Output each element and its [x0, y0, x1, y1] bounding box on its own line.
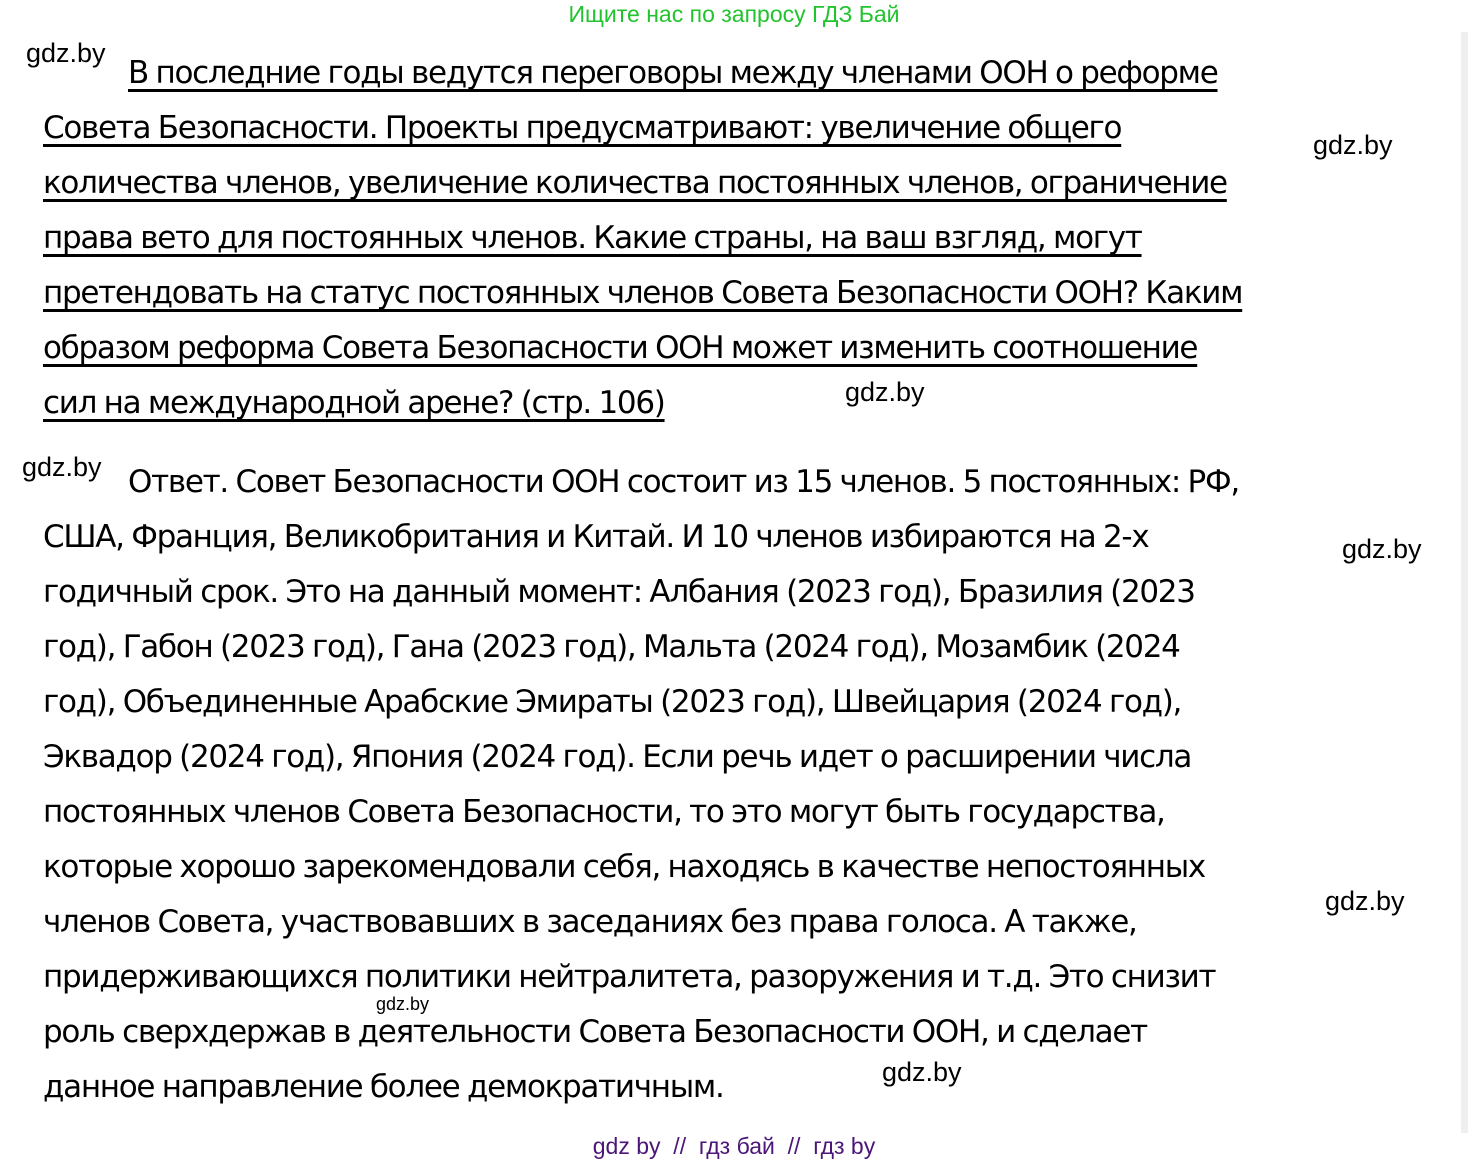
watermark: gdz.by: [22, 452, 102, 482]
answer-line: роль сверхдержав в деятельности Совета Безопасности ООН, и сделает: [43, 1014, 1147, 1050]
answer-line: год), Габон (2023 год), Гана (2023 год), Мальта (2024 год), Мозамбик (2024: [43, 629, 1180, 665]
watermark: gdz.by: [26, 38, 106, 68]
watermark: gdz.by: [376, 994, 430, 1014]
question-line: количества членов, увеличение количества постоянных членов, ограничение: [43, 165, 1227, 201]
answer-line: данное направление более демократичным.: [43, 1069, 724, 1105]
answer-line: США, Франция, Великобритания и Китай. И 10 членов избираются на 2-х: [43, 519, 1149, 555]
answer-line: постоянных членов Совета Безопасности, то это могут быть государства,: [43, 794, 1165, 830]
answer-line: год), Объединенные Арабские Эмираты (2023 год), Швейцария (2024 год),: [43, 684, 1182, 720]
question-line: образом реформа Совета Безопасности ООН может изменить соотношение: [43, 330, 1198, 366]
answer-line: годичный срок. Это на данный момент: Албания (2023 год), Бразилия (2023: [43, 574, 1195, 610]
watermark: gdz.by: [1342, 534, 1422, 564]
answer-line: которые хорошо зарекомендовали себя, находясь в качестве непостоянных: [43, 849, 1205, 885]
answer-line: членов Совета, участвовавших в заседаниях без права голоса. А также,: [43, 904, 1137, 940]
watermark: gdz.by: [845, 377, 925, 407]
question-line: В последние годы ведутся переговоры между членами ООН о реформе: [128, 55, 1218, 91]
footer-links: gdz by // гдз бай // гдз by: [592, 1133, 876, 1159]
watermark: gdz.by: [1325, 886, 1405, 916]
answer-line: придерживающихся политики нейтралитета, разоружения и т.д. Это снизит: [43, 959, 1216, 995]
question-line: права вето для постоянных членов. Какие страны, на ваш взгляд, могут: [43, 220, 1142, 256]
page-edge-strip: [1461, 32, 1468, 1133]
answer-line: Ответ. Совет Безопасности ООН состоит из 15 членов. 5 постоянных: РФ,: [128, 464, 1239, 500]
answer-line: Эквадор (2024 год), Япония (2024 год). Если речь идет о расширении числа: [43, 739, 1192, 775]
question-line: сил на международной арене? (стр. 106): [43, 385, 665, 421]
watermark: gdz.by: [882, 1057, 962, 1087]
question-line: Совета Безопасности. Проекты предусматривают: увеличение общего: [43, 110, 1122, 146]
search-promo-banner: Ищите нас по запросу ГДЗ Бай: [568, 1, 900, 27]
watermark: gdz.by: [1313, 130, 1393, 160]
question-line: претендовать на статус постоянных членов Совета Безопасности ООН? Каким: [43, 275, 1243, 311]
